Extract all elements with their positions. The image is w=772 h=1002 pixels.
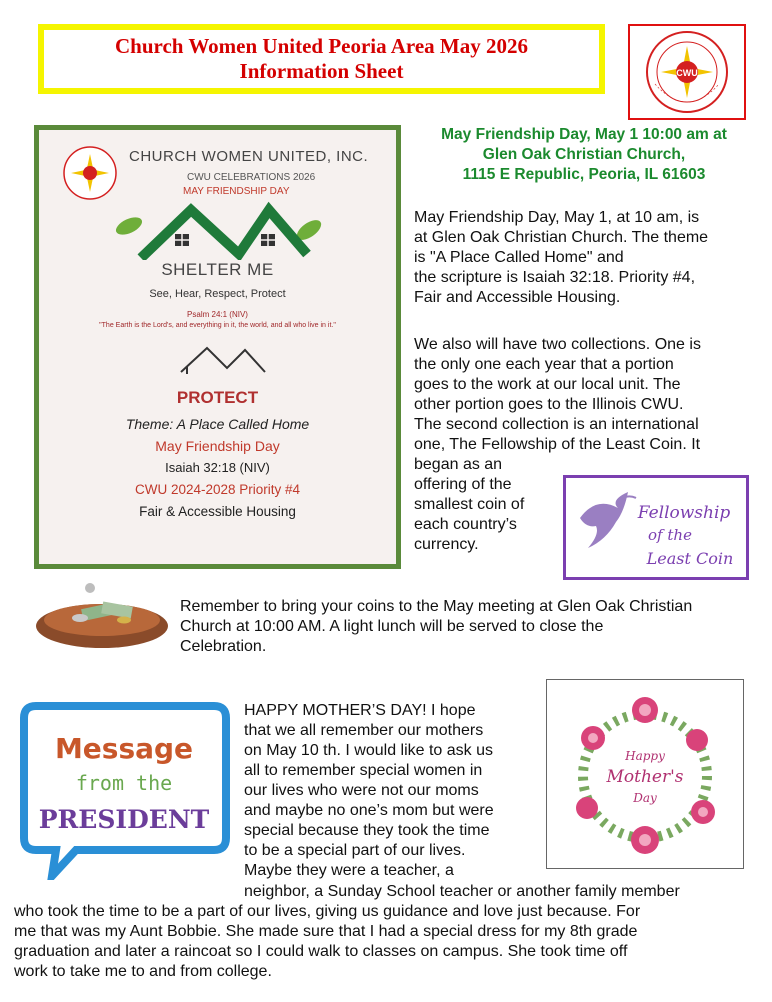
flower-wreath-icon <box>547 680 743 868</box>
poster-tagline: See, Hear, Respect, Protect <box>149 288 286 300</box>
event-line-3: 1115 E Republic, Peoria, IL 61603 <box>462 166 706 183</box>
friendship-paragraph <box>414 208 754 308</box>
text-line: special because they took the time <box>244 822 490 839</box>
text-line: goes to the work at our local unit. The <box>414 376 681 393</box>
text-line: Remember to bring your coins to the May meeting at Glen Oak Christian <box>180 598 693 615</box>
poster-housing: Fair & Accessible Housing <box>139 504 296 519</box>
text-line: the only one each year that a portion <box>414 356 674 373</box>
text-line: neighbor, a Sunday School teacher or another family member <box>244 883 680 900</box>
text-line: at Glen Oak Christian Church. The theme <box>414 229 709 246</box>
dove-icon <box>566 478 746 577</box>
text-line: our lives who were not our moms <box>244 782 479 799</box>
house-roof-icon <box>99 196 339 260</box>
text-line: We also will have two collections. One is <box>414 336 701 353</box>
event-heading <box>408 125 760 185</box>
text-line: offering of the <box>414 476 512 493</box>
event-line-2: Glen Oak Christian Church, <box>482 146 686 163</box>
text-line: other portion goes to the Illinois CWU. <box>414 396 684 413</box>
poster-cwu-logo-icon <box>61 144 119 202</box>
poster-psalm-text: "The Earth is the Lord's, and everything in it, the world, and all who live in it." <box>99 322 336 329</box>
message-from-president-image <box>18 700 230 880</box>
text-line: each country’s <box>414 516 517 533</box>
president-message-continued <box>14 882 759 982</box>
event-line-1: May Friendship Day, May 1 10:00 am at <box>441 126 727 143</box>
roof-outline-icon <box>177 342 267 376</box>
text-line: work to take me to and from college. <box>14 963 272 980</box>
title-line-2: Information Sheet <box>239 59 404 83</box>
poster-protect: PROTECT <box>176 388 259 407</box>
collections-paragraph-continued <box>414 455 554 555</box>
poster-shelter: SHELTER ME <box>161 260 274 279</box>
text-line: Maybe they were a teacher, a <box>244 862 454 879</box>
fellowship-line-1: Fellowship <box>637 503 731 523</box>
collections-paragraph <box>414 335 754 455</box>
text-line: is "A Place Called Home" and <box>414 249 624 266</box>
offering-dish-icon <box>32 580 172 658</box>
text-line: the scripture is Isaiah 32:18. Priority #4, <box>414 269 696 286</box>
president-message <box>244 701 544 881</box>
text-line: to be a special part of our lives. <box>244 842 466 859</box>
text-line: Fair and Accessible Housing. <box>414 289 621 306</box>
poster-scripture: Isaiah 32:18 (NIV) <box>165 460 270 475</box>
cwu-logo-icon <box>641 28 733 116</box>
text-line: The second collection is an international <box>414 416 699 433</box>
text-line: who took the time to be a part of our lives, giving us guidance and love just because. For <box>14 903 641 920</box>
poster-event: MAY FRIENDSHIP DAY <box>183 186 290 197</box>
message-line-3: PRESIDENT <box>38 805 210 834</box>
poster-org: CHURCH WOMEN UNITED, INC. <box>129 148 369 165</box>
mothers-line-1: Happy <box>625 749 665 763</box>
poster-priority: CWU 2024-2028 Priority #4 <box>134 482 301 497</box>
text-line: all to remember special women in <box>244 762 483 779</box>
mothers-line-2: Mother's <box>606 767 684 787</box>
poster-day: May Friendship Day <box>155 438 280 454</box>
cwu-logo-box <box>628 24 746 120</box>
text-line: Celebration. <box>180 638 267 655</box>
fellowship-line-3: Least Coin <box>646 549 734 568</box>
text-line: me that was my Aunt Bobbie. She made sure that I had a special dress for my 8th grade <box>14 923 638 940</box>
text-line: graduation and later a raincoat so I could walk to classes on campus. She took time off <box>14 943 628 960</box>
friendship-day-poster <box>34 125 401 569</box>
text-line: May Friendship Day, May 1, at 10 am, is <box>414 209 700 226</box>
title-line-1: Church Women United Peoria Area May 2026 <box>115 34 528 58</box>
coin-dish-image <box>32 580 172 658</box>
text-line: Church at 10:00 AM. A light lunch will be served to close the <box>180 618 604 635</box>
logo-center-text: CWU <box>676 68 698 78</box>
text-line: and maybe no one’s mom but were <box>244 802 494 819</box>
fellowship-line-2: of the <box>648 526 692 544</box>
text-line: began as an <box>414 456 503 473</box>
poster-celebrations: CWU CELEBRATIONS 2026 <box>187 172 316 183</box>
text-line: that we all remember our mothers <box>244 722 484 739</box>
text-line: on May 10 th. I would like to ask us <box>244 742 494 759</box>
text-line: one, The Fellowship of the Least Coin. It <box>414 436 701 453</box>
text-line: HAPPY MOTHER’S DAY! I hope <box>244 702 476 719</box>
message-line-2: from the <box>75 771 173 795</box>
text-line: currency. <box>414 536 479 553</box>
text-line: smallest coin of <box>414 496 525 513</box>
coins-reminder <box>180 597 760 657</box>
speech-bubble-icon <box>18 700 230 880</box>
mothers-line-3: Day <box>633 791 657 805</box>
poster-psalm-ref: Psalm 24:1 (NIV) <box>187 310 248 319</box>
mothers-day-card-image <box>546 679 744 869</box>
poster-theme: Theme: A Place Called Home <box>125 416 310 432</box>
message-line-1: Message <box>54 732 194 765</box>
title-banner <box>38 24 605 94</box>
fellowship-least-coin-image <box>563 475 749 580</box>
